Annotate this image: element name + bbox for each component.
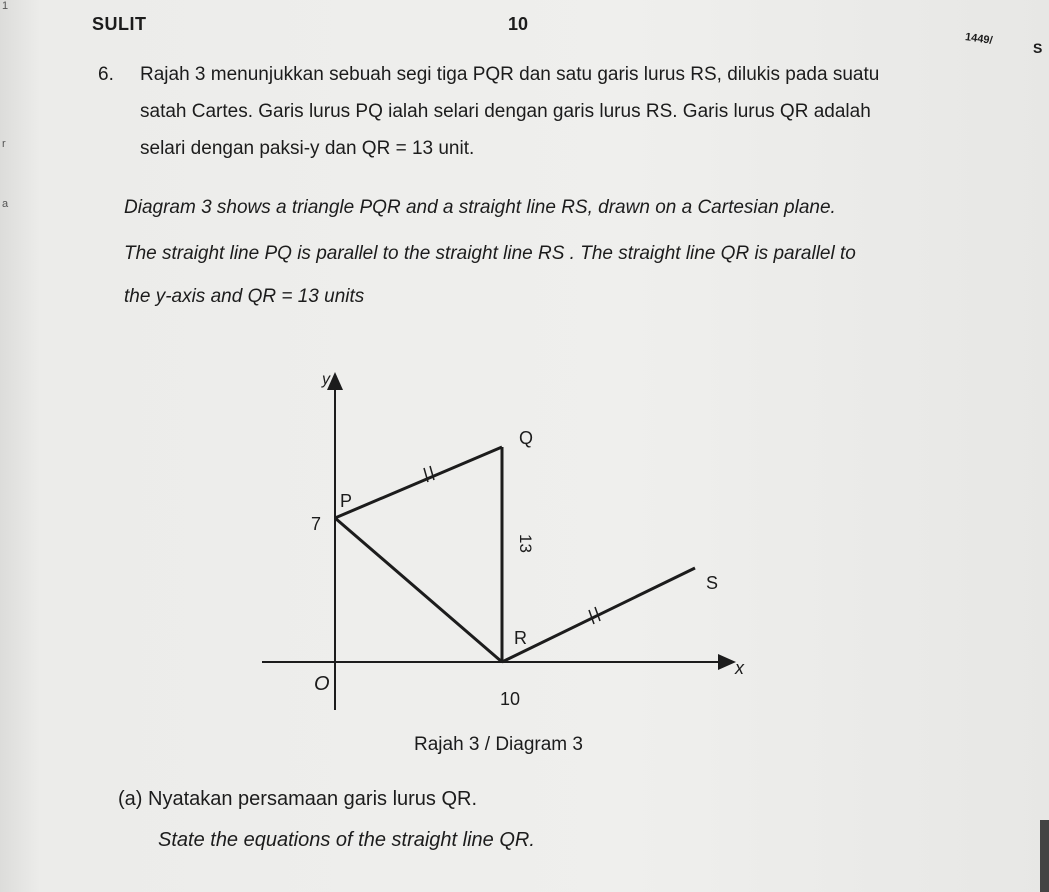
- y-axis-label: y: [322, 371, 330, 388]
- line-pq: [335, 447, 502, 518]
- point-label-s: S: [706, 573, 719, 593]
- x-tick-10: 10: [500, 689, 521, 709]
- malay-text-line: satah Cartes. Garis lurus PQ ialah selari dengan garis lurus RS. Garis lurus QR adalah: [140, 101, 871, 122]
- corner-letter: S: [1033, 40, 1043, 56]
- english-text-line: the y-axis and QR = 13 units: [124, 286, 365, 307]
- malay-text-line: Rajah 3 menunjukkan sebuah segi tiga PQR dan satu garis lurus RS, dilukis pada suatu: [140, 64, 880, 85]
- sulit-header: SULIT: [92, 14, 147, 34]
- diagram-caption: Rajah 3 / Diagram 3: [414, 734, 583, 755]
- origin-label: O: [314, 673, 330, 695]
- malay-text-line: selari dengan paksi-y dan QR = 13 unit.: [140, 138, 475, 159]
- english-text-line: The straight line PQ is parallel to the straight line RS . The straight line QR is parallel to: [124, 243, 856, 264]
- question-number: 6.: [98, 64, 114, 85]
- part-a-malay: (a) Nyatakan persamaan garis lurus QR.: [118, 788, 478, 810]
- page-number: 10: [508, 14, 529, 34]
- line-pr: [335, 518, 502, 662]
- part-a-english: State the equations of the straight line QR.: [158, 829, 535, 851]
- margin-mark: 1: [2, 0, 9, 12]
- page-edge-shadow: [1040, 820, 1049, 892]
- margin-mark: a: [2, 198, 9, 210]
- length-label-13: 13: [516, 534, 535, 553]
- point-label-q: Q: [519, 428, 534, 448]
- point-label-p: P: [340, 491, 353, 511]
- margin-mark: r: [2, 138, 6, 150]
- point-label-r: R: [514, 628, 527, 648]
- y-tick-7: 7: [311, 514, 322, 534]
- paper-code: 1449/: [964, 31, 994, 47]
- english-text-line: Diagram 3 shows a triangle PQR and a straight line RS, drawn on a Cartesian plane.: [124, 197, 836, 218]
- x-axis-label: x: [735, 658, 744, 678]
